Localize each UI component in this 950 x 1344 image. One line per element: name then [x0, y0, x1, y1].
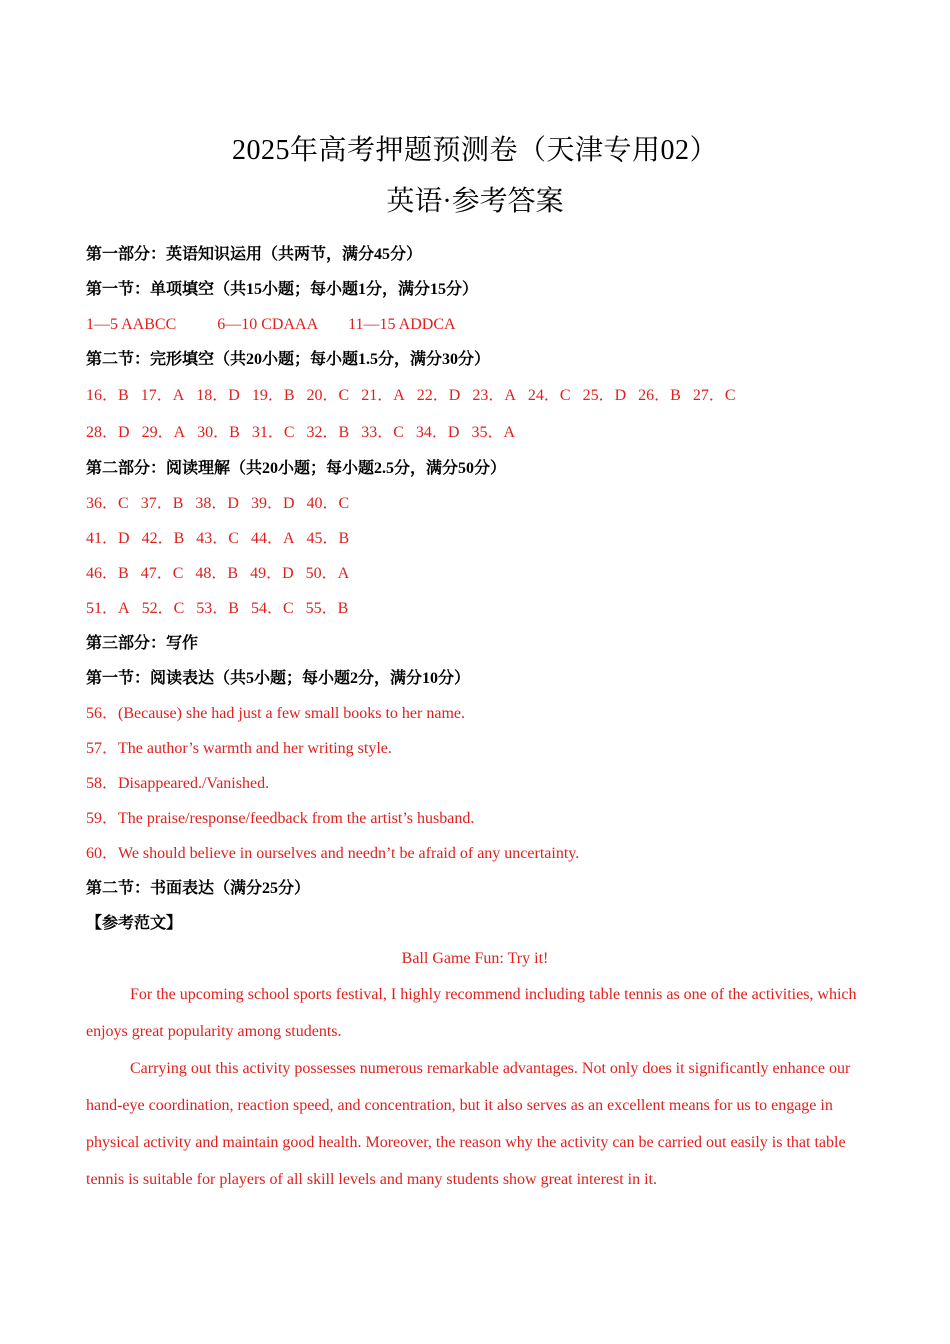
- reading-answers-row: [86, 591, 866, 626]
- short-answer: 57．The author’s warmth and her writing style.: [86, 740, 392, 757]
- part2-heading: 第二部分：阅读理解（共20小题；每小题2.5分，满分50分）: [86, 460, 507, 477]
- answer-item: 41．D: [86, 530, 130, 547]
- answer-item: 35．A: [471, 424, 515, 441]
- answer-item: 53．B: [196, 600, 239, 617]
- answer-item: 43．C: [196, 530, 239, 547]
- answer-item: 23．A: [472, 387, 516, 404]
- essay-paragraph: For the upcoming school sports festival, I highly recommend including table tennis as one of the activities, which enjoys great popularity among students.: [86, 986, 857, 1040]
- answer-item: 54．C: [250, 600, 294, 617]
- part3-heading: 第三部分：写作: [86, 635, 199, 652]
- sample-essay-label: 【参考范文】: [86, 915, 183, 932]
- answer-item: 27．C: [692, 387, 736, 404]
- answer-item: 26．B: [638, 387, 681, 404]
- cloze-answers-row: [86, 377, 866, 414]
- answer-item: 28．D: [86, 424, 130, 441]
- answer-item: 47．C: [140, 565, 184, 582]
- page-subtitle: 英语·参考答案: [386, 186, 564, 217]
- answer-item: 29．A: [141, 424, 186, 441]
- answer-item: 51．A: [86, 600, 130, 617]
- answer-item: 40．C: [306, 495, 350, 512]
- short-answer: 58．Disappeared./Vanished.: [86, 775, 270, 792]
- answer-item: 31．C: [251, 424, 295, 441]
- cloze-answers-row: [86, 414, 866, 451]
- answer-item: 24．C: [527, 387, 571, 404]
- essay-title: Ball Game Fun: Try it!: [401, 950, 549, 967]
- part3-section1-heading: 第一节：阅读表达（共5小题；每小题2分，满分10分）: [86, 670, 471, 687]
- page-title: 2025年高考押题预测卷（天津专用02）: [231, 135, 718, 166]
- reading-answers-row: [86, 521, 866, 556]
- short-answer: 56．(Because) she had just a few small books to her name.: [86, 705, 466, 722]
- answer-item: 44．A: [250, 530, 295, 547]
- short-answer: 60．We should believe in ourselves and needn’t be afraid of any uncertainty.: [86, 845, 580, 862]
- part3-section2-heading: 第二节：书面表达（满分25分）: [86, 880, 311, 897]
- answer-item: 16．B: [86, 387, 129, 404]
- answer-item: 21．A: [361, 387, 405, 404]
- part1-heading: 第一部分：英语知识运用（共两节，满分45分）: [86, 246, 423, 263]
- part1-section2-heading: 第二节：完形填空（共20小题；每小题1.5分，满分30分）: [86, 351, 491, 368]
- answer-item: 52．C: [141, 600, 185, 617]
- answer-item: 18．D: [196, 387, 240, 404]
- answer-item: 38．D: [195, 495, 239, 512]
- answer-item: 33．C: [361, 424, 404, 441]
- answer-item: 37．B: [140, 495, 184, 512]
- answer-item: 49．D: [250, 565, 294, 582]
- essay-paragraph: Carrying out this activity possesses numerous remarkable advantages. Not only does it significantly enhance our hand-eye coordination, reaction speed, and concentration, but it also serves as an excellent means for us to engage in physical activity and maintain good health. Moreover, the reason why the activity can be carried out easily is that table tennis is suitable for players of all skill levels and many students show great interest in it.: [86, 1060, 851, 1188]
- answer-item: 22．D: [416, 387, 461, 404]
- single-choice-answers: [86, 307, 866, 342]
- reading-answers-row: [86, 486, 866, 521]
- reading-answers-row: [86, 556, 866, 591]
- answer-item: 42．B: [141, 530, 185, 547]
- answer-item: 46．B: [86, 565, 129, 582]
- answer-group: 11—15 ADDCA: [348, 316, 456, 333]
- answer-item: 20．C: [306, 387, 350, 404]
- part1-section1-heading: 第一节：单项填空（共15小题；每小题1分，满分15分）: [86, 281, 479, 298]
- answer-item: 34．D: [415, 424, 460, 441]
- answer-group: 1—5 AABCC: [86, 316, 177, 333]
- answer-item: 25．D: [582, 387, 627, 404]
- answer-item: 17．A: [140, 387, 185, 404]
- answer-group: 6—10 CDAAA: [217, 316, 319, 333]
- answer-item: 48．B: [195, 565, 239, 582]
- answer-item: 32．B: [306, 424, 350, 441]
- answer-item: 36．C: [86, 495, 129, 512]
- answer-item: 39．D: [250, 495, 295, 512]
- short-answer: 59．The praise/response/feedback from the artist’s husband.: [86, 810, 475, 827]
- answer-item: 30．B: [197, 424, 240, 441]
- answer-item: 55．B: [305, 600, 349, 617]
- answer-item: 50．A: [305, 565, 350, 582]
- answer-item: 45．B: [306, 530, 350, 547]
- answer-content: [86, 237, 866, 1198]
- answer-item: 19．B: [251, 387, 295, 404]
